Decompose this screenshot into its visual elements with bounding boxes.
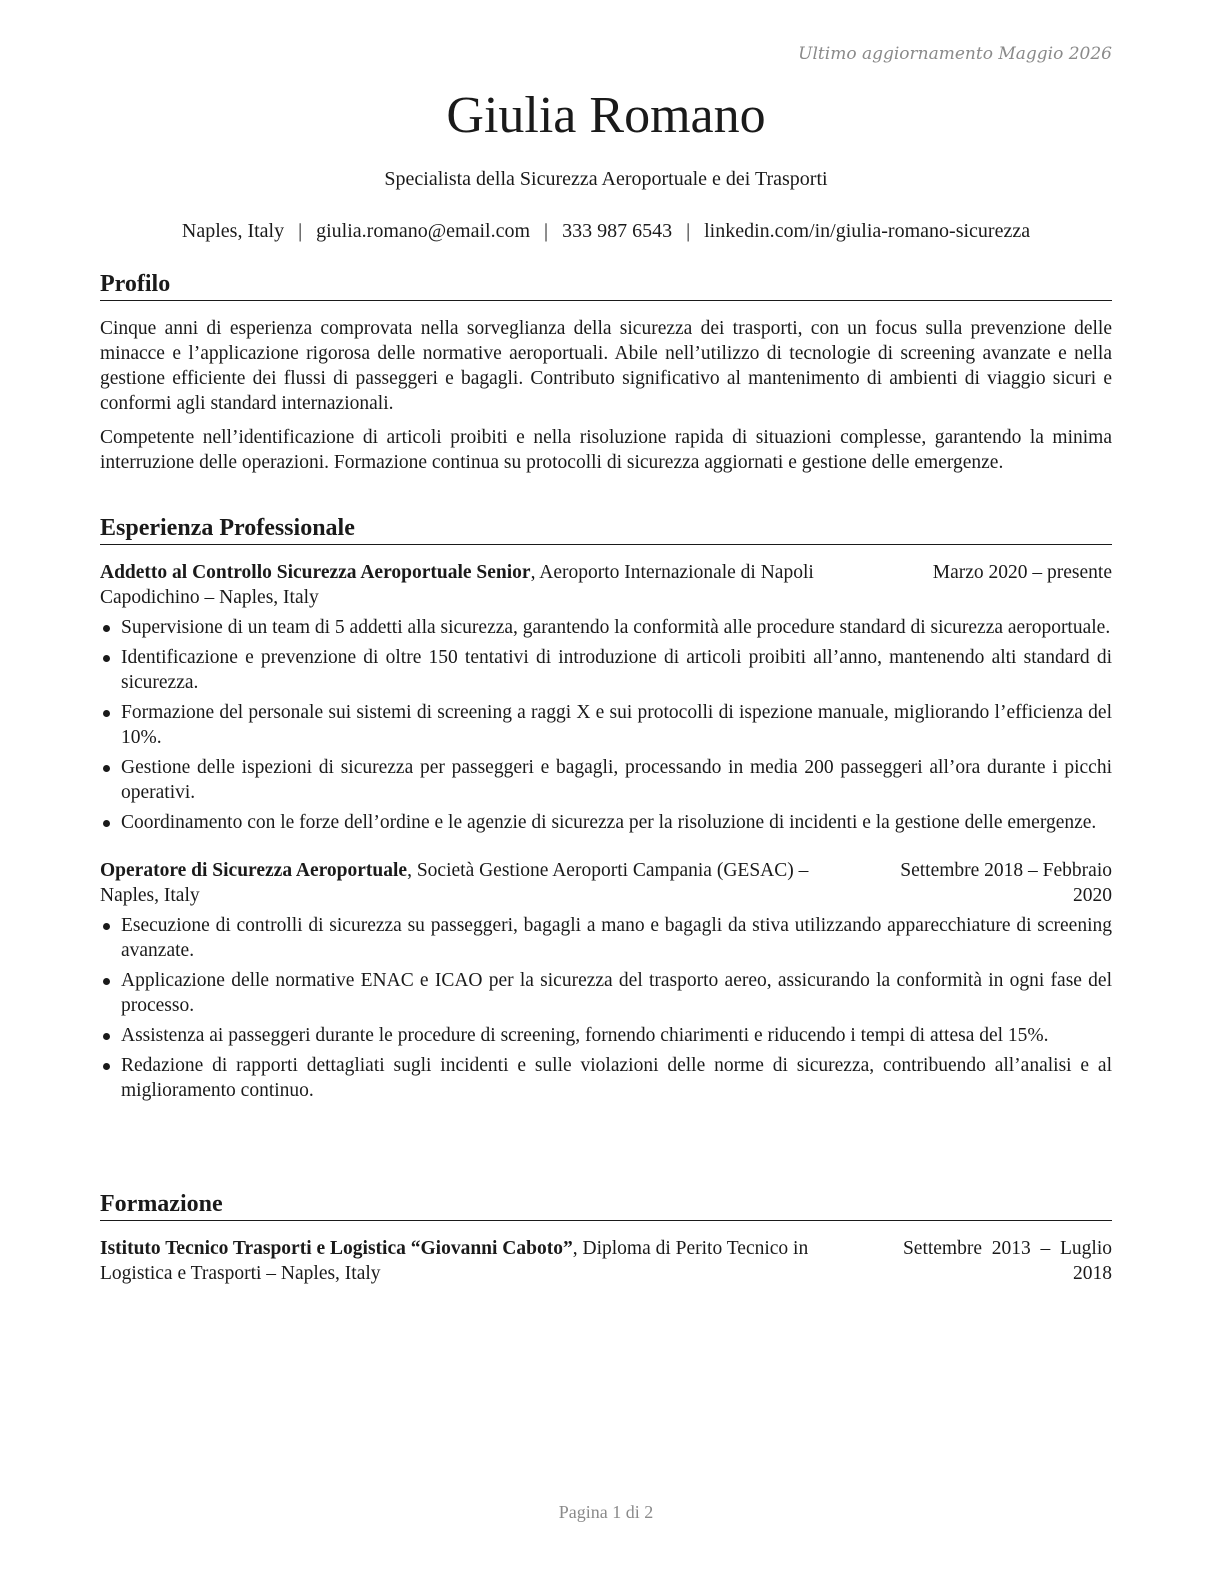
education-entry xyxy=(100,1236,1112,1286)
list-item: Esecuzione di controlli di sicurezza su passeggeri, bagagli a mano e bagagli da stiva utilizzando apparecchiature di screening avanzate. xyxy=(100,913,1112,963)
job-role: Operatore di Sicurezza Aeroportuale xyxy=(100,860,408,881)
contact-phone: 333 987 6543 xyxy=(562,220,673,242)
job-dates-line: 2020 xyxy=(1073,885,1112,906)
job-bullets xyxy=(100,913,1112,1103)
job-bullets xyxy=(100,615,1112,835)
list-item: Assistenza ai passeggeri durante le procedure di screening, fornendo chiarimenti e riducendo i tempi di attesa del 15%. xyxy=(100,1023,1112,1048)
contact-linkedin[interactable]: linkedin.com/in/giulia-romano-sicurezza xyxy=(704,220,1031,242)
list-item: Identificazione e prevenzione di oltre 150 tentativi di introduzione di articoli proibiti all’anno, mantenendo alti standard di sicurezza. xyxy=(100,645,1112,695)
resume-page xyxy=(100,0,1112,1584)
contact-separator: | xyxy=(544,220,549,242)
contact-location: Naples, Italy xyxy=(181,220,285,242)
job-location: Naples, Italy xyxy=(100,885,200,906)
list-item: Applicazione delle normative ENAC e ICAO per la sicurezza del trasporto aereo, assicurando la conformità in ogni fase del processo. xyxy=(100,968,1112,1018)
job-dates: Marzo 2020 – presente xyxy=(932,562,1112,583)
profile-section xyxy=(100,270,1112,475)
education-dates-line: Settembre 2013 – Luglio xyxy=(902,1238,1112,1259)
section-title-education: Formazione xyxy=(100,1190,1112,1221)
degree: , Diploma di Perito Tecnico in xyxy=(572,1238,809,1259)
education-dates xyxy=(903,1236,1112,1286)
list-item: Formazione del personale sui sistemi di screening a raggi X e sui protocolli di ispezione manuale, migliorando l’efficienza del 10%. xyxy=(100,700,1112,750)
school-name: Istituto Tecnico Trasporti e Logistica “Giovanni Caboto” xyxy=(100,1238,573,1259)
degree-detail: Logistica e Trasporti – Naples, Italy xyxy=(100,1263,381,1284)
contact-line xyxy=(100,220,1112,243)
profile-paragraph: Cinque anni di esperienza comprovata nella sorveglianza della sicurezza dei trasporti, con un focus sulla prevenzione delle minacce e l’applicazione rigorosa delle normative aeroportuali. Abile nell’utilizzo di tecnologie di screening avanzate e nella gestione efficiente dei flussi di passeggeri e bagagli. Contributo significativo al mantenimento di ambienti di viaggio sicuri e conformi agli standard internazionali. xyxy=(100,318,1112,414)
last-updated: Ultimo aggiornamento Maggio 2026 xyxy=(798,44,1112,64)
job-location: Capodichino – Naples, Italy xyxy=(100,587,319,608)
job-header xyxy=(100,858,1112,908)
job-organization: , Società Gestione Aeroporti Campania (GESAC) – xyxy=(407,860,809,881)
experience-section xyxy=(100,514,1112,1103)
list-item: Coordinamento con le forze dell’ordine e le agenzie di sicurezza per la risoluzione di incidenti e la gestione delle emergenze. xyxy=(100,810,1112,835)
job-dates xyxy=(900,858,1112,908)
education-dates-line: 2018 xyxy=(1073,1263,1112,1284)
education-section xyxy=(100,1190,1112,1286)
job-organization: , Aeroporto Internazionale di Napoli xyxy=(530,562,814,583)
candidate-headline: Specialista della Sicurezza Aeroportuale e dei Trasporti xyxy=(384,168,828,190)
section-title-experience: Esperienza Professionale xyxy=(100,514,1112,545)
contact-email[interactable]: giulia.romano@email.com xyxy=(316,220,531,242)
profile-paragraph: Competente nell’identificazione di articoli proibiti e nella risoluzione rapida di situazioni complesse, garantendo la minima interruzione delle operazioni. Formazione continua su protocolli di sicurezza aggiornati e gestione delle emergenze. xyxy=(100,427,1112,473)
list-item: Gestione delle ispezioni di sicurezza per passeggeri e bagagli, processando in media 200 passeggeri all’ora durante i picchi operativi. xyxy=(100,755,1112,805)
job-header xyxy=(100,560,1112,610)
job-role: Addetto al Controllo Sicurezza Aeroportuale Senior xyxy=(100,562,531,583)
list-item: Redazione di rapporti dettagliati sugli incidenti e sulle violazioni delle norme di sicurezza, contribuendo all’analisi e al miglioramento continuo. xyxy=(100,1053,1112,1103)
section-title-profile: Profilo xyxy=(100,270,1112,301)
contact-separator: | xyxy=(686,220,691,242)
list-item: Supervisione di un team di 5 addetti alla sicurezza, garantendo la conformità alle procedure standard di sicurezza aeroportuale. xyxy=(100,615,1112,640)
page-number: Pagina 1 di 2 xyxy=(558,1502,654,1522)
candidate-name: Giulia Romano xyxy=(446,87,766,144)
contact-separator: | xyxy=(298,220,303,242)
job-dates-line: Settembre 2018 – Febbraio xyxy=(900,860,1112,881)
